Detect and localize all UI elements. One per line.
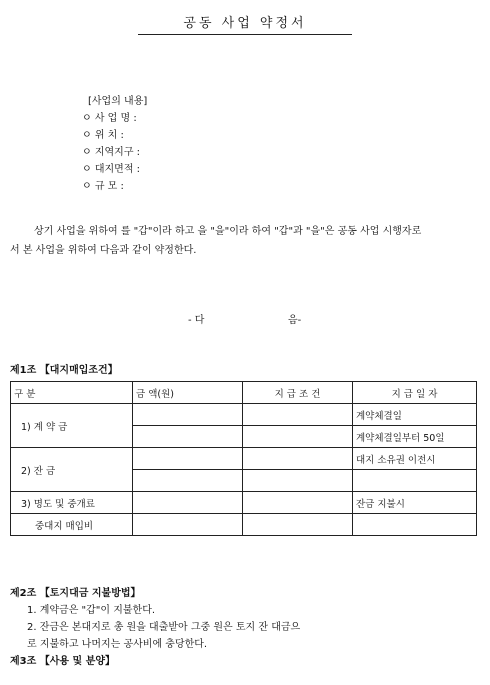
- article2-line-1: 1. 계약금은 "갑"이 지불한다.: [27, 605, 156, 616]
- table-row: [11, 492, 477, 514]
- cell-date: 계약체결일: [353, 404, 477, 426]
- land-purchase-table: [10, 381, 477, 536]
- info-land-area: ㅇ 대지면적 :: [82, 164, 141, 175]
- cell-condition: [243, 470, 353, 492]
- row-eviction-label: 3) 명도 및 중개료: [11, 492, 133, 514]
- cell-date: 대지 소유권 이전시: [353, 448, 477, 470]
- cell-amount: [133, 492, 243, 514]
- info-location: ㅇ 위 치 :: [82, 130, 124, 141]
- row-balance-label: 2) 잔 금: [11, 448, 133, 492]
- header-payment-date: 지 급 일 자: [353, 382, 477, 404]
- cell-condition: [243, 404, 353, 426]
- article3-heading: 제3조 【사용 및 분양】: [10, 656, 116, 667]
- cell-amount: [133, 404, 243, 426]
- cell-date: [353, 514, 477, 536]
- header-category: 구 분: [11, 382, 133, 404]
- table-header-row: [11, 382, 477, 404]
- title-underline: [138, 34, 352, 35]
- article2-heading: 제2조 【토지대금 지불방법】: [10, 588, 141, 599]
- row-deposit-label: 1) 계 약 금: [11, 404, 133, 448]
- cell-date: 계약체결일부터 50일: [353, 426, 477, 448]
- cell-amount: [133, 448, 243, 470]
- da-eum-left: - 다: [188, 315, 205, 326]
- document-title: 공동 사업 약정서: [183, 16, 307, 31]
- cell-condition: [243, 426, 353, 448]
- info-business-name: ㅇ 사 업 명 :: [82, 113, 137, 124]
- article2-line-3: 로 지불하고 나머지는 공사비에 충당한다.: [27, 639, 208, 650]
- cell-amount: [133, 470, 243, 492]
- business-info-heading: [사업의 내용]: [88, 96, 148, 107]
- da-eum-right: 음-: [288, 315, 302, 326]
- table-row: [11, 404, 477, 426]
- header-amount: 금 액(원): [133, 382, 243, 404]
- article1-heading: 제1조 【대지매입조건】: [10, 365, 118, 376]
- cell-amount: [133, 426, 243, 448]
- header-payment-condition: 지 급 조 건: [243, 382, 353, 404]
- row-total-label: 중대지 매입비: [11, 514, 133, 536]
- table-row: [11, 514, 477, 536]
- cell-amount: [133, 514, 243, 536]
- info-zone: ㅇ 지역지구 :: [82, 147, 141, 158]
- cell-date: [353, 470, 477, 492]
- intro-line-2: 서 본 사업을 위하여 다음과 같이 약정한다.: [10, 245, 197, 256]
- table-row: [11, 448, 477, 470]
- cell-condition: [243, 514, 353, 536]
- cell-date: 잔금 지불시: [353, 492, 477, 514]
- intro-line-1: 상기 사업을 위하여 를 "갑"이라 하고 을 "을"이라 하여 "갑"과 "을"은 공동 사업 시행자로: [34, 226, 422, 237]
- info-scale: ㅇ 규 모 :: [82, 181, 124, 192]
- cell-condition: [243, 492, 353, 514]
- cell-condition: [243, 448, 353, 470]
- article2-line-2: 2. 잔금은 본대지로 총 원을 대출받아 그중 원은 토지 잔 대금으: [27, 622, 301, 633]
